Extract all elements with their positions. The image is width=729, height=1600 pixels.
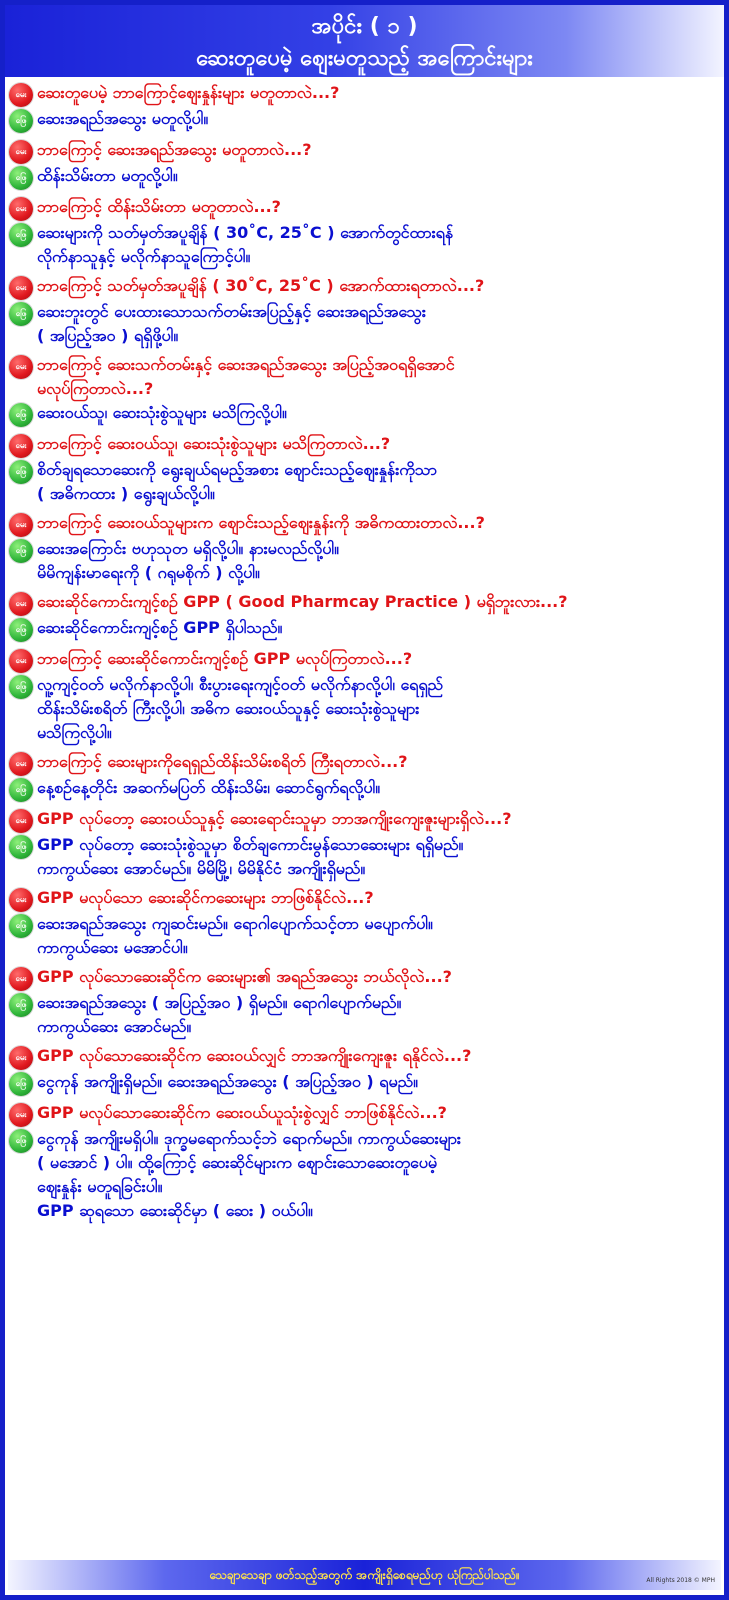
answer-line: ထိန်းသိမ်းတာ မတူလို့ပါ။ <box>37 166 178 185</box>
qa-item <box>9 886 719 960</box>
qa-item <box>9 647 719 745</box>
question-line: ဆေးတူပေမဲ့ ဘာကြောင့်ဈေးနှုန်းများ မတူတာလဲ...? <box>37 83 340 102</box>
answer-row <box>9 1127 719 1223</box>
question-bubble-icon: မေး <box>9 649 33 673</box>
question-row <box>9 886 719 912</box>
question-bubble-icon: မေး <box>9 355 33 379</box>
answer-row <box>9 673 719 745</box>
answer-text <box>37 673 443 745</box>
answer-line: ငွေကုန် အကျိုးရှိမည်။ ဆေးအရည်အသွေး ( အပြည့်အဝ ) ရမည်။ <box>37 1072 418 1091</box>
answer-bubble-icon: ဖြေ <box>9 993 33 1017</box>
answer-bubble-icon: ဖြေ <box>9 914 33 938</box>
question-line: ဘာကြောင့် ဆေးဆိုင်ကောင်းကျင့်စဉ် GPP မလုပ်ကြတာလဲ...? <box>37 649 413 668</box>
qa-item <box>9 432 719 506</box>
question-bubble-icon: မေး <box>9 592 33 616</box>
answer-row <box>9 300 719 348</box>
answer-bubble-icon: ဖြေ <box>9 1129 33 1153</box>
answer-text <box>37 300 426 348</box>
question-row <box>9 511 719 537</box>
question-text <box>37 195 281 219</box>
answer-bubble-icon: ဖြေ <box>9 1072 33 1096</box>
answer-line: မသိကြလို့ပါ။ <box>37 723 112 742</box>
answer-row <box>9 221 719 269</box>
question-text <box>37 81 339 105</box>
answer-text <box>37 537 339 585</box>
answer-line: ဆေးများကို သတ်မှတ်အပူချိန် ( 30˚C, 25˚C ) အောက်တွင်ထားရန် <box>37 223 454 242</box>
question-row <box>9 965 719 991</box>
answer-row <box>9 616 719 642</box>
answer-text <box>37 1127 461 1223</box>
question-row <box>9 1044 719 1070</box>
question-text <box>37 432 390 456</box>
answer-text <box>37 107 208 131</box>
question-text <box>37 750 408 774</box>
answer-bubble-icon: ဖြေ <box>9 109 33 133</box>
answer-line: မိမိကျန်းမာရေးကို ( ဂရုမစိုက် ) လို့ပါ။ <box>37 563 260 582</box>
answer-line: ထိန်းသိမ်းစရိတ် ကြီးလို့ပါ၊ အဓိက ဆေးဝယ်သူနှင့် ဆေးသုံးစွဲသူများ <box>37 699 420 718</box>
footer-text: သေချာသေချာ ဖတ်သည့်အတွက် အကျိုးရှိစေရမည်ဟု ယုံကြည်ပါသည်။ <box>209 1568 520 1582</box>
answer-text <box>37 458 437 506</box>
answer-line: နေ့စဉ်နေ့တိုင်း အဆက်မပြတ် ထိန်းသိမ်း၊ ဆောင်ရွက်ရလို့ပါ။ <box>37 778 381 797</box>
question-text <box>37 1044 471 1068</box>
answer-line: ( မအောင် ) ပါ။ ထို့ကြောင့် ဆေးဆိုင်များက ဈောင်းသောဆေးတူပေမဲ့ <box>37 1153 437 1172</box>
answer-row <box>9 458 719 506</box>
question-row <box>9 432 719 458</box>
answer-bubble-icon: ဖြေ <box>9 539 33 563</box>
qa-item <box>9 353 719 427</box>
question-line: ဆေးဆိုင်ကောင်းကျင့်စဉ် GPP ( Good Pharmcay Practice ) မရှိဘူးလား...? <box>37 592 568 611</box>
footer-banner <box>8 1560 721 1590</box>
answer-bubble-icon: ဖြေ <box>9 302 33 326</box>
qa-item <box>9 590 719 642</box>
answer-text <box>37 616 282 640</box>
answer-line: ( အဓိကထား ) ရွေးချယ်လို့ပါ။ <box>37 484 215 503</box>
question-line: ဘာကြောင့် ဆေးများကိုရေရှည်ထိန်းသိမ်းစရိတ် ကြီးရတာလဲ...? <box>37 752 408 771</box>
answer-line: ဈေးနှုန်း မတူရခြင်းပါ။ <box>37 1177 163 1196</box>
answer-bubble-icon: ဖြေ <box>9 675 33 699</box>
answer-text <box>37 776 380 800</box>
question-line: ဘာကြောင့် ဆေးအရည်အသွေး မတူတာလဲ...? <box>37 140 312 159</box>
qa-item <box>9 965 719 1039</box>
answer-bubble-icon: ဖြေ <box>9 403 33 427</box>
question-line: ဘာကြောင့် သတ်မှတ်အပူချိန် ( 30˚C, 25˚C ) အောက်ထားရတာလဲ...? <box>37 276 485 295</box>
qa-list <box>9 81 719 1228</box>
answer-line: ( အပြည့်အဝ ) ရရှိဖို့ပါ။ <box>37 326 179 345</box>
question-bubble-icon: မေး <box>9 197 33 221</box>
question-row <box>9 195 719 221</box>
answer-row <box>9 107 719 133</box>
qa-item <box>9 138 719 190</box>
answer-line: ဆေးအကြောင်း ဗဟုသုတ မရှိလို့ပါ။ နားမလည်လို့ပါ။ <box>37 539 340 558</box>
answer-text <box>37 1070 418 1094</box>
question-line: ဘာကြောင့် ဆေးဝယ်သူများက ဈောင်းသည့်ဈေးနှုန်းကို အဓိကထားတာလဲ...? <box>37 513 485 532</box>
question-line: ဘာကြောင့် ဆေးဝယ်သူ၊ ဆေးသုံးစွဲသူများ မသိကြတာလဲ...? <box>37 434 391 453</box>
answer-line: ငွေကုန် အကျိုးမရှိပါ။ ဒုက္ခမရောက်သင့်ဘဲ ရောက်မည်။ ကာကွယ်ဆေးများ <box>37 1129 461 1148</box>
question-row <box>9 81 719 107</box>
question-row <box>9 1101 719 1127</box>
question-bubble-icon: မေး <box>9 752 33 776</box>
answer-row <box>9 401 719 427</box>
answer-bubble-icon: ဖြေ <box>9 460 33 484</box>
question-text <box>37 886 374 910</box>
question-line: ဘာကြောင့် ဆေးသက်တမ်းနှင့် ဆေးအရည်အသွေး အပြည့်အဝရရှိအောင် <box>37 355 455 374</box>
answer-text <box>37 164 178 188</box>
question-bubble-icon: မေး <box>9 434 33 458</box>
answer-line: လိုက်နာသူနှင့် မလိုက်နာသူကြောင့်ပါ။ <box>37 247 251 266</box>
part-title: အပိုင်း ( ၁ ) <box>311 14 418 39</box>
question-text <box>37 807 511 831</box>
answer-row <box>9 776 719 802</box>
answer-text <box>37 912 433 960</box>
question-text <box>37 511 485 535</box>
question-row <box>9 647 719 673</box>
answer-line: GPP လုပ်တော့ ဆေးသုံးစွဲသူမှာ စိတ်ချကောင်းမွန်သောဆေးများ ရရှိမည်။ <box>37 835 464 854</box>
qa-item <box>9 750 719 802</box>
qa-item <box>9 195 719 269</box>
answer-text <box>37 221 453 269</box>
qa-item <box>9 274 719 348</box>
question-text <box>37 590 568 614</box>
answer-line: စိတ်ချရသောဆေးကို ရွေးချယ်ရမည့်အစား ဈောင်းသည့်ဈေးနှုန်းကိုသာ <box>37 460 437 479</box>
question-bubble-icon: မေး <box>9 83 33 107</box>
question-text <box>37 1101 447 1125</box>
question-line: GPP မလုပ်သော ဆေးဆိုင်ကဆေးများ ဘာဖြစ်နိုင်လဲ...? <box>37 888 374 907</box>
answer-bubble-icon: ဖြေ <box>9 835 33 859</box>
question-line: ဘာကြောင့် ထိန်းသိမ်းတာ မတူတာလဲ...? <box>37 197 281 216</box>
question-bubble-icon: မေး <box>9 809 33 833</box>
answer-line: ဆေးဝယ်သူ၊ ဆေးသုံးစွဲသူများ မသိကြလို့ပါ။ <box>37 403 287 422</box>
answer-bubble-icon: ဖြေ <box>9 778 33 802</box>
question-text <box>37 965 452 989</box>
main-title: ဆေးတူပေမဲ့ ဈေးမတူသည့် အကြောင်းများ <box>196 46 533 71</box>
answer-line: ဆေးအရည်အသွေး ကျဆင်းမည်။ ရောဂါပျောက်သင့်တာ မပျောက်ပါ။ <box>37 914 433 933</box>
question-text <box>37 353 455 401</box>
question-row <box>9 138 719 164</box>
question-row <box>9 807 719 833</box>
question-row <box>9 590 719 616</box>
answer-row <box>9 912 719 960</box>
question-line: GPP လုပ်တော့ ဆေးဝယ်သူနှင့် ဆေးရောင်းသူမှာ ဘာအကျိုးကျေးဇူးများရှိလဲ...? <box>37 809 512 828</box>
question-text <box>37 138 312 162</box>
question-bubble-icon: မေး <box>9 1046 33 1070</box>
answer-text <box>37 991 401 1039</box>
question-bubble-icon: မေး <box>9 276 33 300</box>
qa-item <box>9 807 719 881</box>
answer-text <box>37 401 287 425</box>
question-row <box>9 353 719 401</box>
question-line: GPP လုပ်သောဆေးဆိုင်က ဆေးများ၏ အရည်အသွေး ဘယ်လိုလဲ...? <box>37 967 452 986</box>
answer-line: GPP ဆုရသော ဆေးဆိုင်မှာ ( ဆေး ) ဝယ်ပါ။ <box>37 1201 313 1220</box>
answer-line: ကာကွယ်ဆေး အောင်မည်။ မိမိမြို့၊ မိမိနိုင်ငံ အကျိုးရှိမည်။ <box>37 859 366 878</box>
answer-line: ကာကွယ်ဆေး မအောင်ပါ။ <box>37 938 188 957</box>
answer-line: ဆေးဘူးတွင် ပေးထားသောသက်တမ်းအပြည့်နှင့် ဆေးအရည်အသွေး <box>37 302 426 321</box>
qa-item <box>9 1044 719 1096</box>
question-line: မလုပ်ကြတာလဲ...? <box>37 379 154 398</box>
answer-bubble-icon: ဖြေ <box>9 223 33 247</box>
question-bubble-icon: မေး <box>9 1103 33 1127</box>
answer-bubble-icon: ဖြေ <box>9 166 33 190</box>
qa-item <box>9 511 719 585</box>
answer-line: ကာကွယ်ဆေး အောင်မည်။ <box>37 1017 192 1036</box>
question-bubble-icon: မေး <box>9 513 33 537</box>
question-text <box>37 274 484 298</box>
answer-row <box>9 164 719 190</box>
answer-row <box>9 991 719 1039</box>
question-text <box>37 647 412 671</box>
question-bubble-icon: မေး <box>9 140 33 164</box>
answer-row <box>9 1070 719 1096</box>
question-row <box>9 750 719 776</box>
answer-line: ဆေးအရည်အသွေး ( အပြည့်အဝ ) ရှိမည်။ ရောဂါပျောက်မည်။ <box>37 993 402 1012</box>
question-bubble-icon: မေး <box>9 967 33 991</box>
question-line: GPP မလုပ်သောဆေးဆိုင်က ဆေးဝယ်ယူသုံးစွဲလျှင် ဘာဖြစ်နိုင်လဲ...? <box>37 1103 447 1122</box>
qa-item <box>9 81 719 133</box>
header-banner <box>5 5 724 77</box>
answer-line: ဆေးအရည်အသွေး မတူလို့ပါ။ <box>37 109 209 128</box>
answer-bubble-icon: ဖြေ <box>9 618 33 642</box>
answer-line: ဆေးဆိုင်ကောင်းကျင့်စဉ် GPP ရှိပါသည်။ <box>37 618 283 637</box>
question-line: GPP လုပ်သောဆေးဆိုင်က ဆေးဝယ်လျှင် ဘာအကျိုးကျေးဇူး ရနိုင်လဲ...? <box>37 1046 472 1065</box>
question-bubble-icon: မေး <box>9 888 33 912</box>
answer-row <box>9 537 719 585</box>
answer-row <box>9 833 719 881</box>
answer-line: လူ့ကျင့်ဝတ် မလိုက်နာလို့ပါ၊ စီးပွားရေးကျင့်ဝတ် မလိုက်နာလို့ပါ၊ ရေရှည် <box>37 675 443 694</box>
question-row <box>9 274 719 300</box>
footer-copyright: All Rights 2018 © MPH <box>646 1577 715 1584</box>
qa-item <box>9 1101 719 1223</box>
answer-text <box>37 833 463 881</box>
